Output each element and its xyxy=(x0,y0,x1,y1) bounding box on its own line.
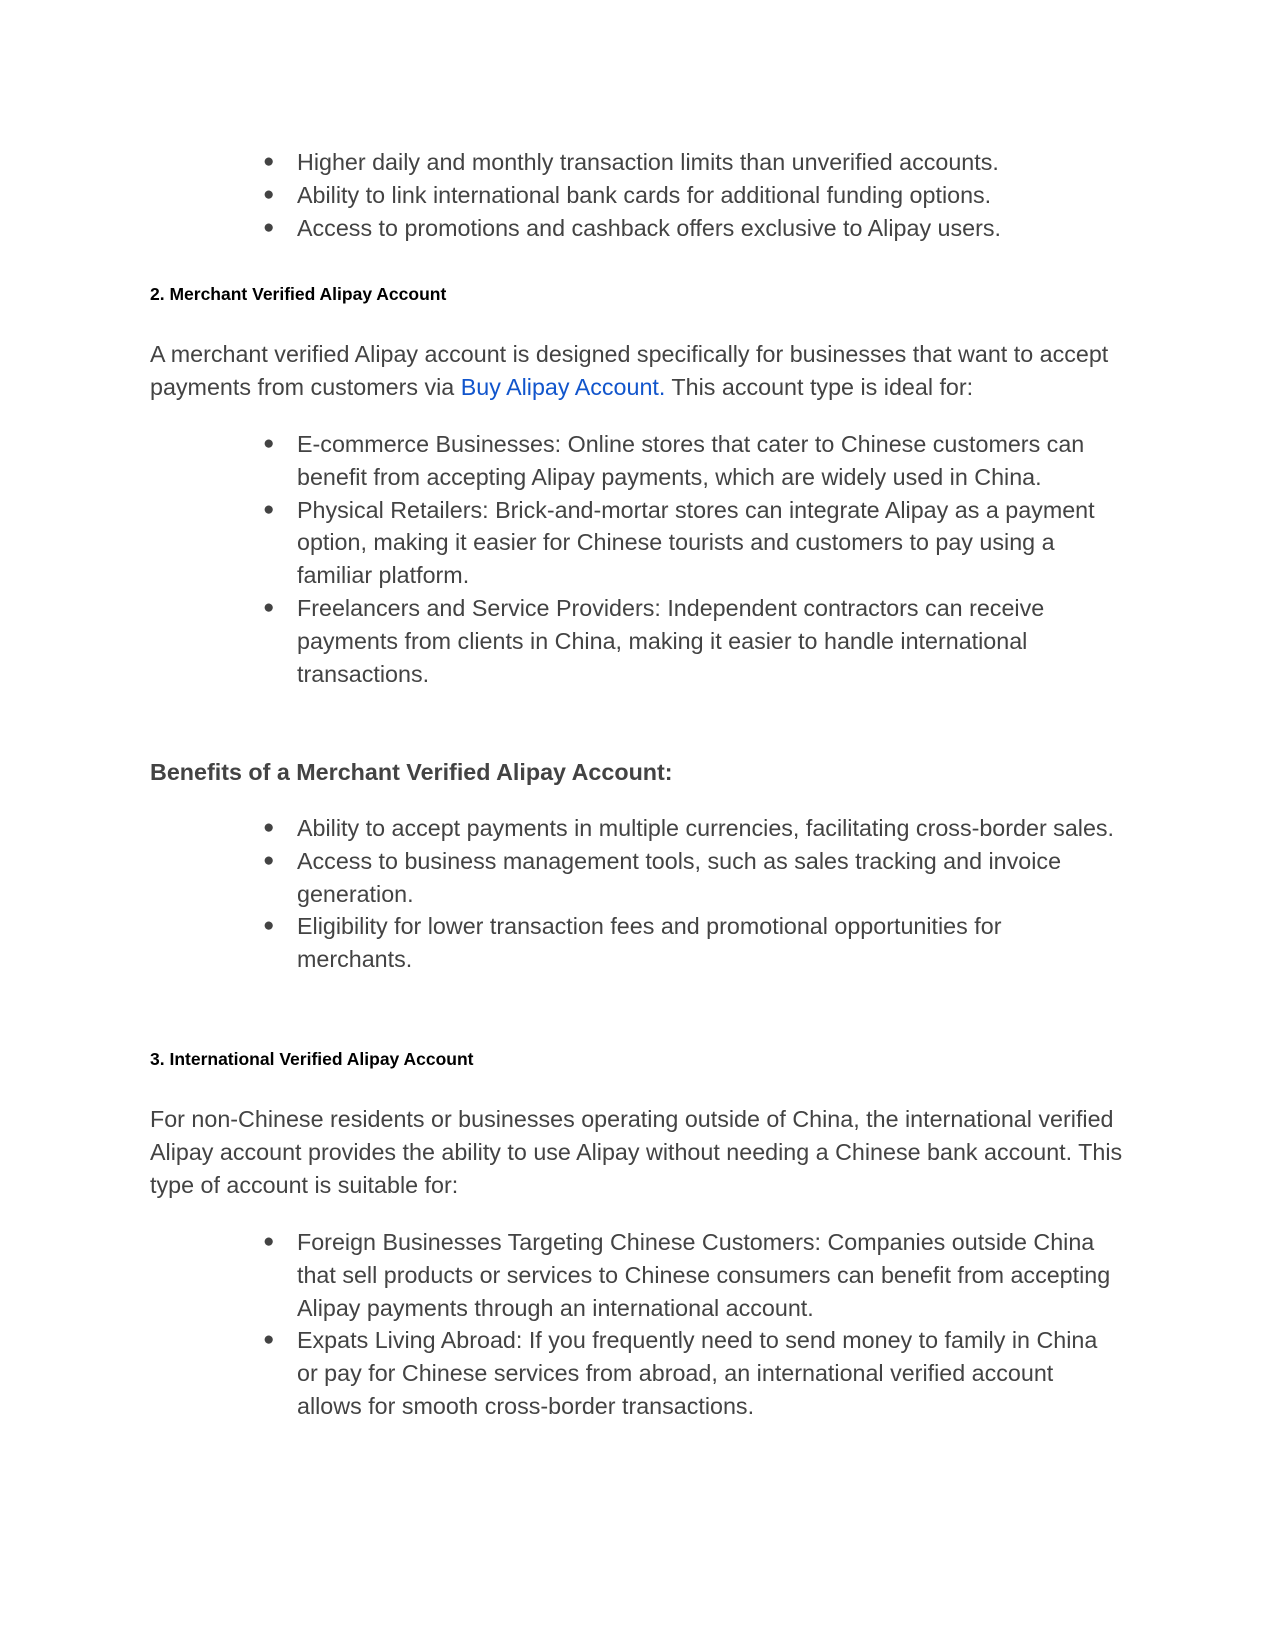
merchant-intro-paragraph: A merchant verified Alipay account is designed specifically for businesses that want to accept payments from customers via Buy Alipay Account. This account type is ideal for: xyxy=(150,341,1109,400)
list-item: ● Physical Retailers: Brick-and-mortar stores can integrate Alipay as a payment option, making it easier for Chinese tourists and customers to pay using a familiar platform. xyxy=(0,494,1117,592)
international-intro-paragraph: For non-Chinese residents or businesses operating outside of China, the international verified Alipay account provides the ability to use Alipay without needing a Chinese bank account. This type of account is suitable for: xyxy=(150,1106,1123,1198)
merchant-benefits-list xyxy=(0,812,1117,976)
international-suitable-for-list xyxy=(0,1226,1117,1423)
list-item: ● Eligibility for lower transaction fees and promotional opportunities for merchants. xyxy=(0,910,1117,976)
list-item: ● Freelancers and Service Providers: Independent contractors can receive payments from clients in China, making it easier to handle international transactions. xyxy=(0,592,1117,690)
list-item: ● Ability to accept payments in multiple currencies, facilitating cross-border sales. xyxy=(0,812,1117,845)
bullet-icon: ● xyxy=(263,433,275,454)
list-item: ● Expats Living Abroad: If you frequently need to send money to family in China or pay for Chinese services from abroad, an international verified account allows for smooth cross-border transactions. xyxy=(0,1324,1117,1422)
list-item: ● Access to promotions and cashback offers exclusive to Alipay users. xyxy=(0,212,1117,245)
international-section-heading: 3. International Verified Alipay Account xyxy=(150,1049,474,1069)
bullet-icon: ● xyxy=(263,498,275,520)
buy-alipay-account-link[interactable]: Buy Alipay Account. xyxy=(460,373,666,400)
bullet-icon: ● xyxy=(263,1231,275,1252)
intro-benefits-list xyxy=(0,146,1117,244)
list-item: ● Foreign Businesses Targeting Chinese Customers: Companies outside China that sell products or services to Chinese consumers can benefit from accepting Alipay payments through an international account. xyxy=(0,1226,1117,1324)
bullet-icon: ● xyxy=(263,849,275,871)
bullet-icon: ● xyxy=(263,1329,275,1351)
bullet-icon: ● xyxy=(263,183,275,205)
list-item: ● Access to business management tools, such as sales tracking and invoice generation. xyxy=(0,845,1117,911)
bullet-icon: ● xyxy=(263,216,275,238)
list-item: ● Ability to link international bank cards for additional funding options. xyxy=(0,179,1117,212)
bullet-icon: ● xyxy=(263,151,275,172)
merchant-ideal-for-list xyxy=(0,428,1117,690)
merchant-benefits-heading: Benefits of a Merchant Verified Alipay Account: xyxy=(150,759,673,785)
bullet-icon: ● xyxy=(263,817,275,838)
bullet-icon: ● xyxy=(263,915,275,937)
list-item: ● E-commerce Businesses: Online stores that cater to Chinese customers can benefit from accepting Alipay payments, which are widely used in China. xyxy=(0,428,1117,494)
bullet-icon: ● xyxy=(263,596,275,618)
merchant-section-heading: 2. Merchant Verified Alipay Account xyxy=(150,284,447,304)
list-item: ● Higher daily and monthly transaction limits than unverified accounts. xyxy=(0,146,1117,179)
